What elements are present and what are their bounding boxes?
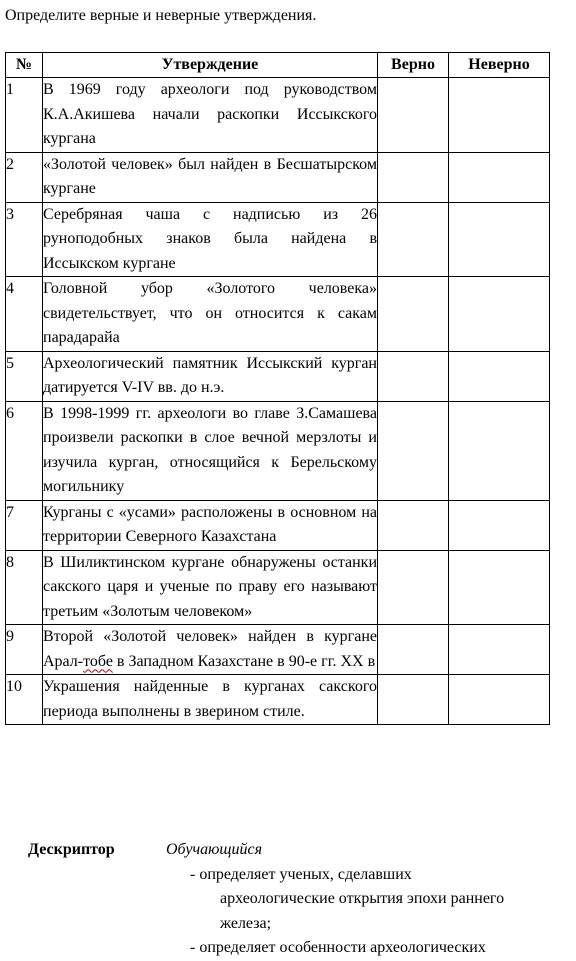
- answer-false-cell[interactable]: [449, 202, 550, 277]
- descriptor-item-line: археологические открытия эпохи раннего: [220, 890, 505, 907]
- header-false: Неверно: [449, 53, 550, 78]
- row-number: 6: [6, 401, 43, 500]
- descriptor-item-line: - определяет ученых, сделавших: [190, 865, 412, 883]
- table-row: [6, 500, 550, 550]
- row-statement: [43, 625, 378, 675]
- row-number: 2: [6, 152, 43, 202]
- descriptor-item-line: - определяет особенности археологических: [190, 939, 486, 956]
- descriptor-item: [190, 936, 560, 961]
- row-number: 10: [6, 675, 43, 725]
- row-statement: «Золотой человек» был найден в Бесшатырском кургане: [43, 152, 378, 202]
- answer-true-cell[interactable]: [378, 500, 449, 550]
- answer-false-cell[interactable]: [449, 152, 550, 202]
- answer-true-cell[interactable]: [378, 152, 449, 202]
- row-number: 9: [6, 625, 43, 675]
- row-statement: В 1969 году археологи под руководством К.А.Акишева начали раскопки Иссыкского кургана: [43, 78, 378, 153]
- answer-false-cell[interactable]: [449, 550, 550, 625]
- descriptor-item-line: железа;: [220, 914, 272, 932]
- answer-true-cell[interactable]: [378, 550, 449, 625]
- statement-text-part: Второй «Золотой человек» найден в кургане Арал-: [43, 628, 377, 670]
- row-statement: Курганы с «усами» расположены в основном на территории Северного Казахстана: [43, 500, 378, 550]
- table-row: [6, 277, 550, 352]
- table-row: [6, 401, 550, 500]
- row-number: 5: [6, 351, 43, 401]
- descriptor-label: Дескриптор: [28, 841, 115, 858]
- instruction-text: Определите верные и неверные утверждения.: [5, 7, 317, 24]
- header-statement: Утверждение: [43, 53, 378, 78]
- answer-false-cell[interactable]: [449, 625, 550, 675]
- table-row: [6, 550, 550, 625]
- table-row: [6, 152, 550, 202]
- answer-true-cell[interactable]: [378, 78, 449, 153]
- answer-false-cell[interactable]: [449, 675, 550, 725]
- row-number: 7: [6, 500, 43, 550]
- answer-false-cell[interactable]: [449, 500, 550, 550]
- table-row: [6, 202, 550, 277]
- spellcheck-marked-word: тобе: [83, 652, 113, 670]
- header-true: Верно: [378, 53, 449, 78]
- statement-text-part: в Западном Казахстане в 90-е гг. XX в: [112, 652, 376, 670]
- table-row: [6, 351, 550, 401]
- answer-true-cell[interactable]: [378, 675, 449, 725]
- descriptor-item: [190, 863, 560, 937]
- answer-true-cell[interactable]: [378, 202, 449, 277]
- statements-table: [5, 52, 550, 725]
- row-number: 4: [6, 277, 43, 352]
- answer-true-cell[interactable]: [378, 401, 449, 500]
- table-row: [6, 675, 550, 725]
- row-number: 1: [6, 78, 43, 153]
- answer-true-cell[interactable]: [378, 351, 449, 401]
- answer-false-cell[interactable]: [449, 78, 550, 153]
- row-number: 3: [6, 202, 43, 277]
- answer-false-cell[interactable]: [449, 351, 550, 401]
- row-number: 8: [6, 550, 43, 625]
- row-statement: В Шиликтинском кургане обнаружены останки сакского царя и ученые по праву его называют третьим «Золотым человеком»: [43, 550, 378, 625]
- table-row: [6, 625, 550, 675]
- header-number: №: [6, 53, 43, 78]
- table-row: [6, 78, 550, 153]
- row-statement: В 1998-1999 гг. археологи во главе З.Самашева произвели раскопки в слое вечной мерзлоты и изучила курган, относящийся к Берельскому могильнику: [43, 401, 378, 500]
- answer-false-cell[interactable]: [449, 277, 550, 352]
- row-statement: Украшения найденные в курганах сакского периода выполнены в зверином стиле.: [43, 675, 378, 725]
- table-header-row: [6, 53, 550, 78]
- row-statement: Археологический памятник Иссыкский курган датируется V-IV вв. до н.э.: [43, 351, 378, 401]
- descriptor-subject: Обучающийся: [166, 841, 263, 858]
- answer-true-cell[interactable]: [378, 625, 449, 675]
- row-statement: Головной убор «Золотого человека» свидетельствует, что он относится к сакам парадарайа: [43, 277, 378, 352]
- answer-true-cell[interactable]: [378, 277, 449, 352]
- row-statement: Серебряная чаша с надписью из 26 руноподобных знаков была найдена в Иссыкском кургане: [43, 202, 378, 277]
- answer-false-cell[interactable]: [449, 401, 550, 500]
